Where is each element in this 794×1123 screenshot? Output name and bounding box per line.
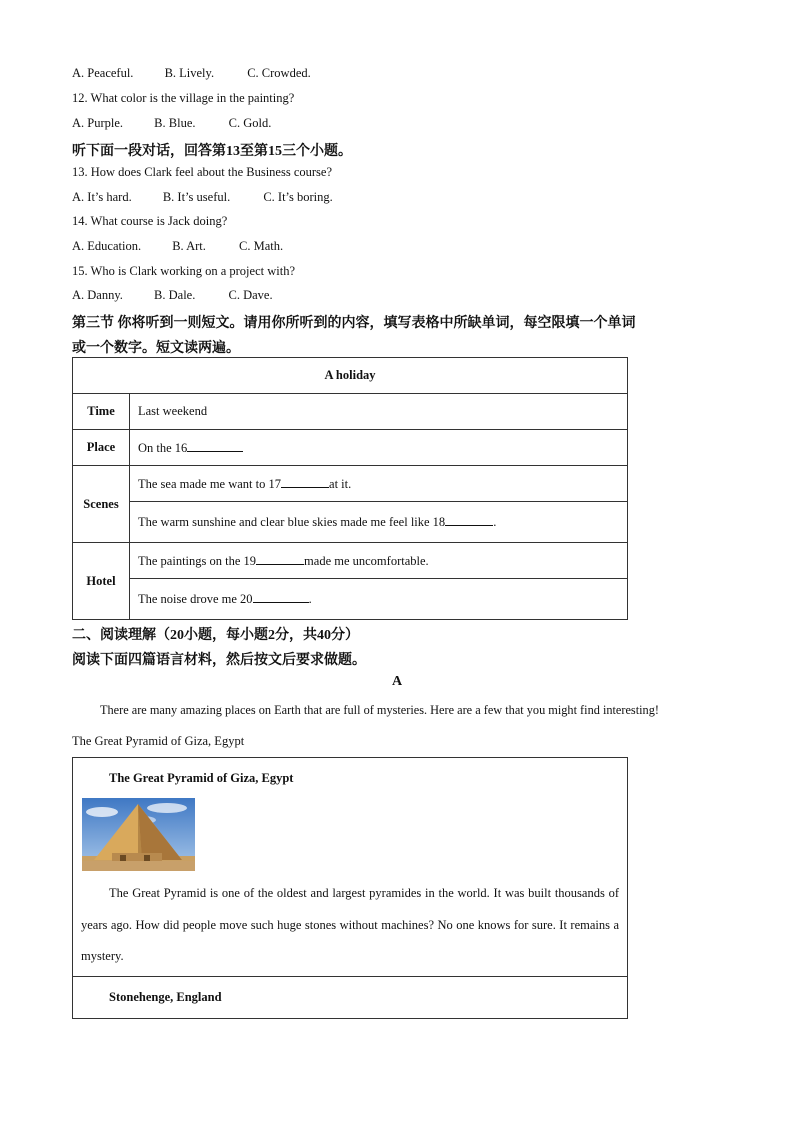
- q14-options: [72, 239, 283, 254]
- place-cell: [130, 430, 628, 466]
- hotel-2-post: .: [308, 592, 312, 606]
- q12-option-b: B. Blue.: [154, 116, 196, 130]
- q11-option-c: C. Crowded.: [247, 66, 311, 80]
- q14-option-a: A. Education.: [72, 239, 142, 253]
- blank-19[interactable]: [256, 553, 304, 565]
- scenes-1-post: at it.: [329, 476, 352, 491]
- section3-instructions-line2: 或一个数字。短文读两遍。: [72, 341, 240, 356]
- blank-20[interactable]: [253, 591, 309, 603]
- q11-option-b: B. Lively.: [164, 66, 215, 80]
- holiday-table: [72, 357, 628, 620]
- hotel-1-post: made me uncomfortable.: [304, 553, 429, 568]
- scenes-1-pre: The sea made me want to 17: [138, 476, 282, 491]
- hotel-cell-2: [130, 579, 628, 620]
- reading-instructions: 阅读下面四篇语言材料，然后按文后要求做题。: [72, 653, 366, 668]
- blank-17[interactable]: [281, 476, 329, 488]
- place-text: On the 16: [138, 440, 188, 455]
- scenes-2-pre: The warm sunshine and clear blue skies made me feel like 18: [138, 515, 446, 529]
- q11-options: [72, 66, 311, 81]
- blank-18[interactable]: [445, 514, 493, 526]
- q12-text: 12. What color is the village in the painting?: [72, 91, 295, 105]
- q13-text: 13. How does Clark feel about the Business course?: [72, 165, 333, 179]
- time-value: Last weekend: [130, 394, 628, 430]
- box-title-stonehenge: Stonehenge, England: [109, 990, 222, 1004]
- q12-options: [72, 116, 271, 131]
- q15-option-b: B. Dale.: [154, 288, 196, 302]
- passage-caption: The Great Pyramid of Giza, Egypt: [72, 734, 245, 748]
- q15-text: 15. Who is Clark working on a project with?: [72, 264, 295, 278]
- q12-option-c: C. Gold.: [228, 116, 272, 130]
- passage-intro: There are many amazing places on Earth that are full of mysteries. Here are a few that you might find interesting!: [100, 703, 659, 717]
- box-paragraph-pyramid: The Great Pyramid is one of the oldest and largest pyramides in the world. It was built thousands of years ago. How did people move such huge stones without machines? No one knows for sure. It remains a mystery.: [81, 886, 619, 963]
- section3-instructions-line1: 第三节 你将听到一则短文。请用你所听到的内容，填写表格中所缺单词，每空限填一个单词: [72, 316, 636, 331]
- q13-option-b: B. It’s useful.: [162, 190, 231, 204]
- pyramid-box: [72, 757, 628, 1019]
- hotel-1-pre: The paintings on the 19: [138, 553, 257, 568]
- q11-option-a: A. Peaceful.: [72, 66, 134, 80]
- q15-option-c: C. Dave.: [228, 288, 273, 302]
- hotel-2-pre: The noise drove me 20: [138, 592, 253, 606]
- scenes-label: Scenes: [73, 466, 130, 543]
- hotel-label: Hotel: [73, 543, 130, 620]
- reading-part-title: 二、阅读理解（20小题，每小题2分，共40分）: [72, 628, 359, 643]
- q13-option-a: A. It’s hard.: [72, 190, 132, 204]
- q13-option-c: C. It’s boring.: [263, 190, 333, 204]
- scenes-cell-1: [130, 466, 628, 502]
- dialogue-instructions: 听下面一段对话，回答第13至第15三个小题。: [72, 144, 352, 159]
- q14-option-b: B. Art.: [172, 239, 206, 253]
- pyramid-photo-icon: [82, 798, 195, 871]
- table-title: A holiday: [73, 358, 628, 394]
- q12-option-a: A. Purple.: [72, 116, 124, 130]
- q14-option-c: C. Math.: [239, 239, 284, 253]
- place-label: Place: [73, 430, 130, 466]
- q13-options: [72, 190, 333, 205]
- q14-text: 14. What course is Jack doing?: [72, 214, 228, 228]
- time-label: Time: [73, 394, 130, 430]
- q15-options: [72, 288, 273, 303]
- scenes-2-post: .: [493, 515, 497, 529]
- blank-16[interactable]: [187, 440, 243, 452]
- q15-option-a: A. Danny.: [72, 288, 123, 302]
- scenes-cell-2: [130, 502, 628, 543]
- box-divider: [73, 976, 627, 977]
- hotel-cell-1: [130, 543, 628, 579]
- box-title-pyramid: The Great Pyramid of Giza, Egypt: [109, 771, 294, 785]
- passage-letter: A: [391, 674, 403, 689]
